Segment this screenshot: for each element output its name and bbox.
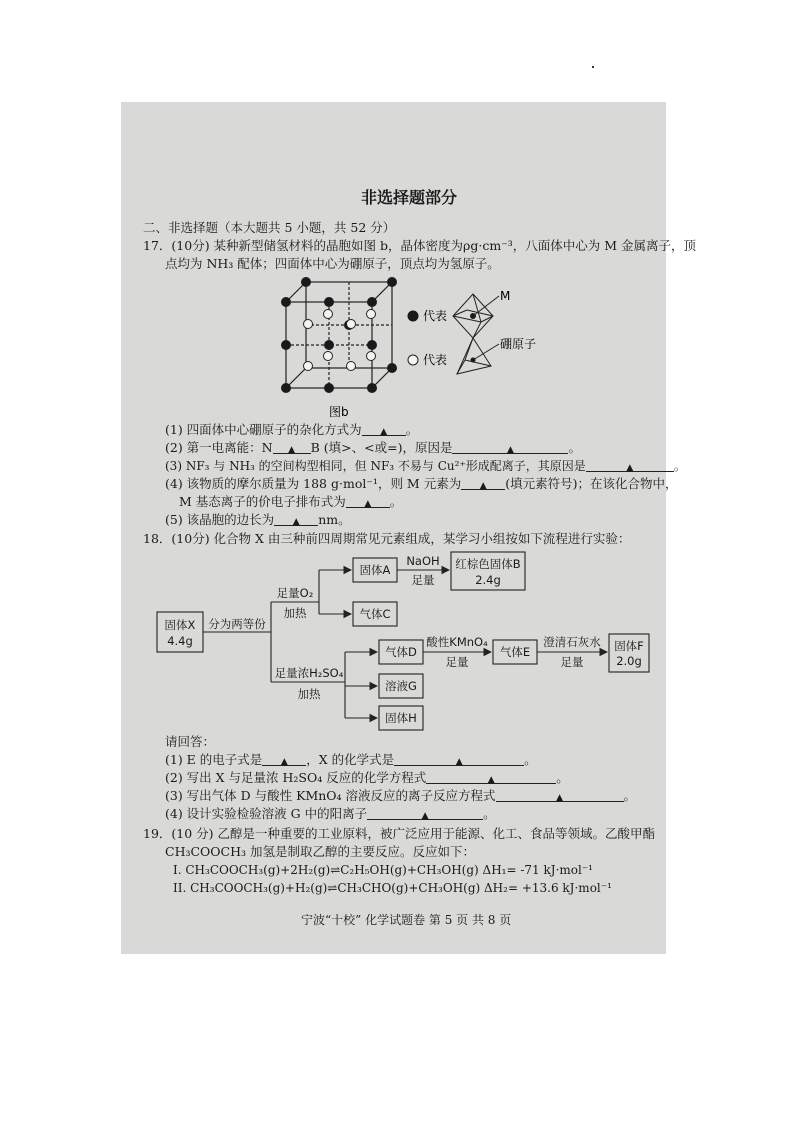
legend-open-dot — [408, 355, 418, 365]
q17-part4-line2: M 基态离子的价电子排布式为 ▲ 。 — [179, 494, 403, 509]
q18-answer1: (1) E 的电子式是 ▲ ，X 的化学式是 ▲ 。 — [165, 752, 537, 767]
octahedron-m-label: M — [500, 289, 511, 303]
q17-part1: (1) 四面体中心硼原子的杂化方式为 ▲ 。 — [165, 422, 419, 437]
tetrahedron-boron-label: 硼原子 — [500, 337, 537, 351]
label-o2-bottom: 加热 — [283, 606, 307, 620]
label-split: 分为两等份 — [208, 617, 266, 631]
label-solid-a: 固体A — [359, 563, 391, 577]
label-o2-top: 足量O₂ — [276, 586, 314, 600]
borohydride-dot — [324, 352, 333, 361]
q18-answer2: (2) 写出 X 与足量浓 H₂SO₄ 反应的化学方程式 ▲ 。 — [165, 770, 569, 785]
section-intro: 二、非选择题（本大题共 5 小题，共 52 分） — [143, 220, 396, 235]
label-kmno4-top: 酸性KMnO₄ — [426, 635, 488, 649]
borohydride-dot — [347, 362, 356, 371]
borohydride-dot — [324, 310, 333, 319]
label-solid-x-mass: 4.4g — [167, 634, 193, 648]
section-title: 非选择题部分 — [361, 188, 458, 207]
q17-stem-line1: 17．(10分) 某种新型储氢材料的晶胞如图 b，晶体密度为ρg·cm⁻³，八面体中心为 M 金属离子，顶 — [143, 238, 697, 253]
borohydride-dot — [367, 310, 376, 319]
crystal-cell-figure — [271, 274, 561, 422]
q17-part2: (2) 第一电离能：N ▲ B (填>、<或=)，原因是 ▲ 。 — [165, 440, 581, 455]
metal-ion-dot — [281, 383, 291, 393]
borohydride-dot — [347, 320, 356, 329]
label-solid-b: 红棕色固体B — [455, 557, 521, 571]
legend-open-label: 代表 — [423, 353, 448, 367]
metal-ion-dot — [281, 297, 291, 307]
metal-ion-dot — [387, 277, 397, 287]
q17-part3: (3) NF₃ 与 NH₃ 的空间构型相同，但 NF₃ 不易与 Cu²⁺形成配离子，其原因是 ▲ 。 — [165, 459, 686, 473]
q19-reaction2: II. CH₃COOCH₃(g)+H₂(g)⇌CH₃CHO(g)+CH₃OH(g) ΔH₂= +13.6 kJ·mol⁻¹ — [173, 881, 612, 895]
label-naoh-bottom: 足量 — [411, 573, 435, 587]
figure-caption: 图b — [329, 405, 349, 419]
label-solid-f: 固体F — [614, 639, 644, 653]
legend-filled-label: 代表 — [423, 309, 448, 323]
label-gas-e: 气体E — [499, 645, 531, 659]
q17-stem-line2: 点均为 NH₃ 配体；四面体中心为硼原子，顶点均为氢原子。 — [165, 256, 500, 271]
metal-ion-dot — [324, 340, 334, 350]
q19-stem-line1: 19．(10 分) 乙醇是一种重要的工业原料，被广泛应用于能源、化工、食品等领域。乙酸甲酯 — [143, 826, 656, 841]
label-solution-g: 溶液G — [385, 679, 417, 693]
q17-part5: (5) 该晶胞的边长为 ▲ nm。 — [165, 512, 351, 527]
q18-answer4: (4) 设计实验检验溶液 G 中的阳离子 ▲ 。 — [165, 806, 496, 821]
tetrahedron-icon — [457, 338, 499, 374]
borohydride-dot — [304, 320, 313, 329]
label-naoh-top: NaOH — [406, 554, 440, 568]
metal-ion-dot — [367, 297, 377, 307]
scan-speck — [592, 66, 594, 68]
label-kmno4-bottom: 足量 — [445, 655, 469, 669]
label-lime-top: 澄清石灰水 — [543, 635, 601, 649]
metal-ion-dot — [367, 383, 377, 393]
metal-ion-dot — [387, 363, 397, 373]
q19-stem-line2: CH₃COOCH₃ 加氢是制取乙醇的主要反应。反应如下： — [165, 844, 475, 859]
metal-ion-dot — [367, 340, 377, 350]
label-solid-x: 固体X — [164, 618, 196, 632]
page-footer: 宁波“十校” 化学试题卷 第 5 页 共 8 页 — [301, 913, 512, 927]
metal-ion-dot — [281, 340, 291, 350]
label-solid-f-mass: 2.0g — [616, 654, 642, 668]
borohydride-dot — [367, 352, 376, 361]
exam-page — [121, 102, 697, 954]
q17-part4-line1: (4) 该物质的摩尔质量为 188 g·mol⁻¹，则 M 元素为 ▲ (填元素符号)；在该化合物中， — [165, 476, 678, 491]
label-gas-c: 气体C — [359, 607, 391, 621]
metal-ion-dot — [301, 277, 311, 287]
legend-filled-dot — [408, 311, 419, 322]
label-solid-b-mass: 2.4g — [475, 573, 501, 587]
q19-reaction1: I. CH₃COOCH₃(g)+2H₂(g)⇌C₂H₅OH(g)+CH₃OH(g) ΔH₁= -71 kJ·mol⁻¹ — [173, 863, 593, 877]
q18-stem: 18．(10分) 化合物 X 由三种前四周期常见元素组成，某学习小组按如下流程进行实验： — [143, 531, 631, 546]
flowchart — [151, 542, 661, 732]
label-h2so4-top: 足量浓H₂SO₄ — [274, 666, 344, 680]
metal-ion-dot — [324, 383, 334, 393]
borohydride-dot — [304, 362, 313, 371]
q18-ask: 请回答： — [165, 734, 216, 749]
label-solid-h: 固体H — [385, 711, 417, 725]
metal-ion-dot — [324, 297, 334, 307]
q18-answer3: (3) 写出气体 D 与酸性 KMnO₄ 溶液反应的离子反应方程式 ▲ 。 — [165, 788, 637, 803]
label-lime-bottom: 足量 — [560, 655, 584, 669]
label-h2so4-bottom: 加热 — [297, 687, 321, 701]
label-gas-d: 气体D — [385, 645, 417, 659]
